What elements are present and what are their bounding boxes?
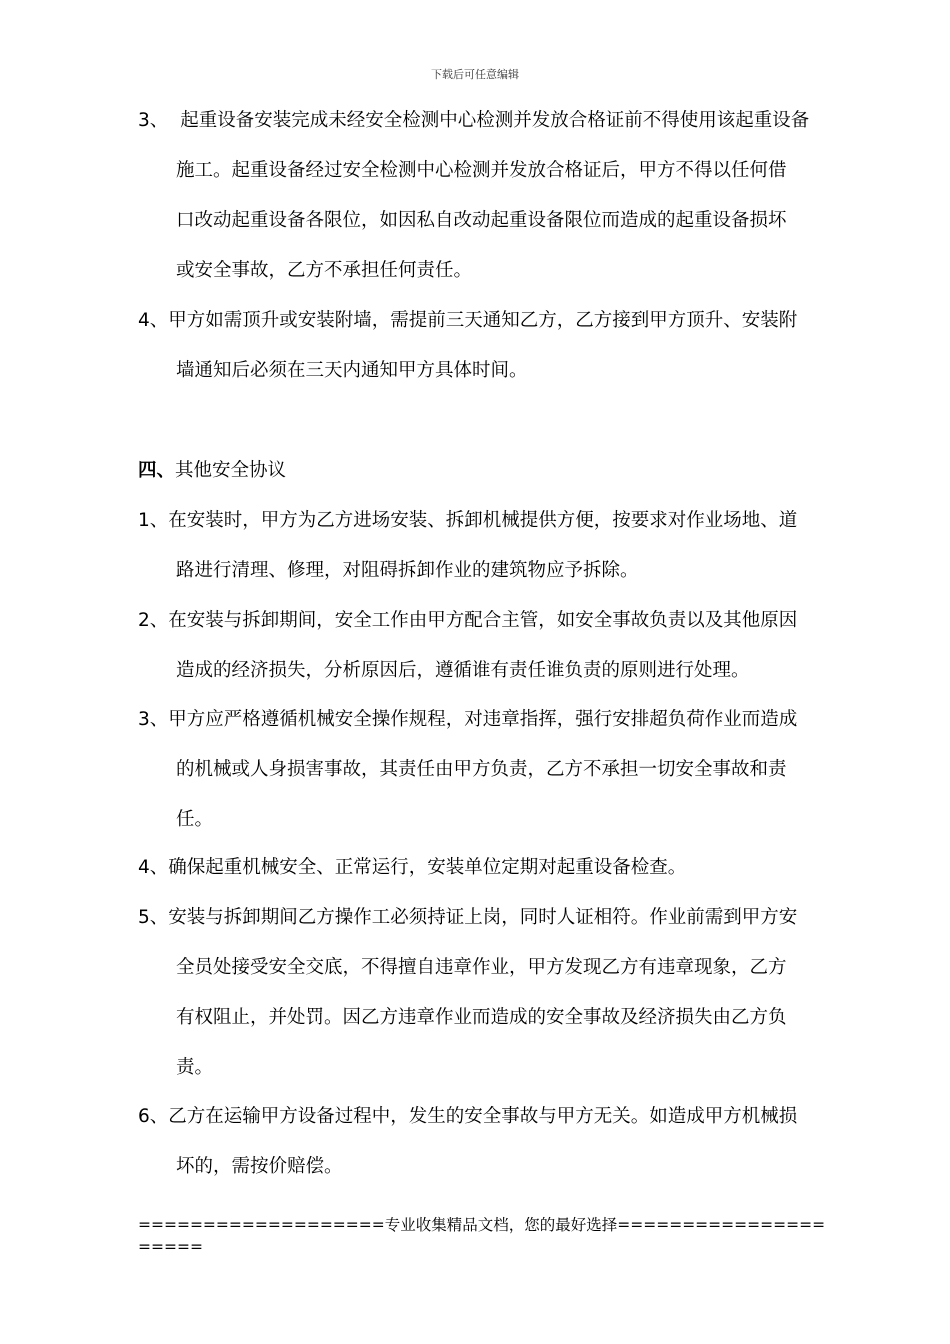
clause-number: 4、 [138, 857, 169, 878]
clause-4-6 [138, 1092, 838, 1192]
section-number: 四、 [138, 460, 176, 481]
section-title: 其他安全协议 [175, 460, 287, 481]
clause-text: 甲方如需顶升或安装附墙，需提前三天通知乙方，乙方接到甲方顶升、安装附 [168, 310, 798, 331]
clause-line [138, 1092, 838, 1142]
clause-line [138, 296, 838, 346]
clause-text: 甲方应严格遵循机械安全操作规程，对违章指挥，强行安排超负荷作业而造成 [168, 709, 798, 730]
clause-number: 3、 [138, 110, 169, 131]
clause-4-4 [138, 843, 838, 893]
page-header: 下载后可任意编辑 [431, 68, 519, 81]
clause-number: 2、 [138, 610, 169, 631]
clause-line [138, 893, 838, 943]
clause-line [138, 96, 838, 146]
clause-text: 确保起重机械安全、正常运行，安装单位定期对起重设备检查。 [168, 857, 687, 878]
clause-line [138, 496, 838, 546]
clause-number: 3、 [138, 709, 169, 730]
clause-text: 起重设备安装完成未经安全检测中心检测并发放合格证前不得使用该起重设备 [180, 110, 810, 131]
clause-number: 4、 [138, 310, 169, 331]
clause-line: 口改动起重设备各限位，如因私自改动起重设备限位而造成的起重设备损坏 [176, 210, 787, 231]
section-4-heading [138, 446, 286, 496]
clause-4-5 [138, 893, 838, 1093]
clause-line: 造成的经济损失，分析原因后，遵循谁有责任谁负责的原则进行处理。 [176, 660, 750, 681]
clause-number: 6、 [138, 1106, 169, 1127]
clause-line: 墙通知后必须在三天内通知甲方具体时间。 [176, 360, 528, 381]
clause-3-3 [138, 96, 838, 296]
clause-4-3 [138, 695, 838, 845]
clause-line: 施工。起重设备经过安全检测中心检测并发放合格证后，甲方不得以任何借 [176, 160, 787, 181]
page-footer: ===================专业收集精品文档，您的最好选择===================== [138, 1216, 826, 1256]
clause-line: 或安全事故，乙方不承担任何责任。 [176, 260, 473, 281]
clause-text: 在安装时，甲方为乙方进场安装、拆卸机械提供方便，按要求对作业场地、道 [168, 510, 798, 531]
clause-line [138, 695, 838, 745]
clause-line: 任。 [176, 809, 214, 830]
clause-number: 5、 [138, 907, 169, 928]
clause-line: 坏的，需按价赔偿。 [176, 1156, 343, 1177]
clause-4-1 [138, 496, 838, 596]
clause-line: 路进行清理、修理，对阻碍拆卸作业的建筑物应予拆除。 [176, 560, 639, 581]
clause-line: 责。 [176, 1057, 214, 1078]
clause-text: 乙方在运输甲方设备过程中，发生的安全事故与甲方无关。如造成甲方机械损 [168, 1106, 798, 1127]
clause-3-4 [138, 296, 838, 396]
clause-line: 的机械或人身损害事故，其责任由甲方负责，乙方不承担一切安全事故和责 [176, 759, 787, 780]
clause-line: 全员处接受安全交底，不得擅自违章作业，甲方发现乙方有违章现象，乙方 [176, 957, 787, 978]
clause-line [138, 843, 838, 893]
clause-line: 有权阻止，并处罚。因乙方违章作业而造成的安全事故及经济损失由乙方负 [176, 1007, 787, 1028]
clause-text: 安装与拆卸期间乙方操作工必须持证上岗，同时人证相符。作业前需到甲方安 [168, 907, 798, 928]
clause-4-2 [138, 596, 838, 696]
clause-line [138, 596, 838, 646]
clause-number: 1、 [138, 510, 169, 531]
clause-text: 在安装与拆卸期间，安全工作由甲方配合主管，如安全事故负责以及其他原因 [168, 610, 798, 631]
